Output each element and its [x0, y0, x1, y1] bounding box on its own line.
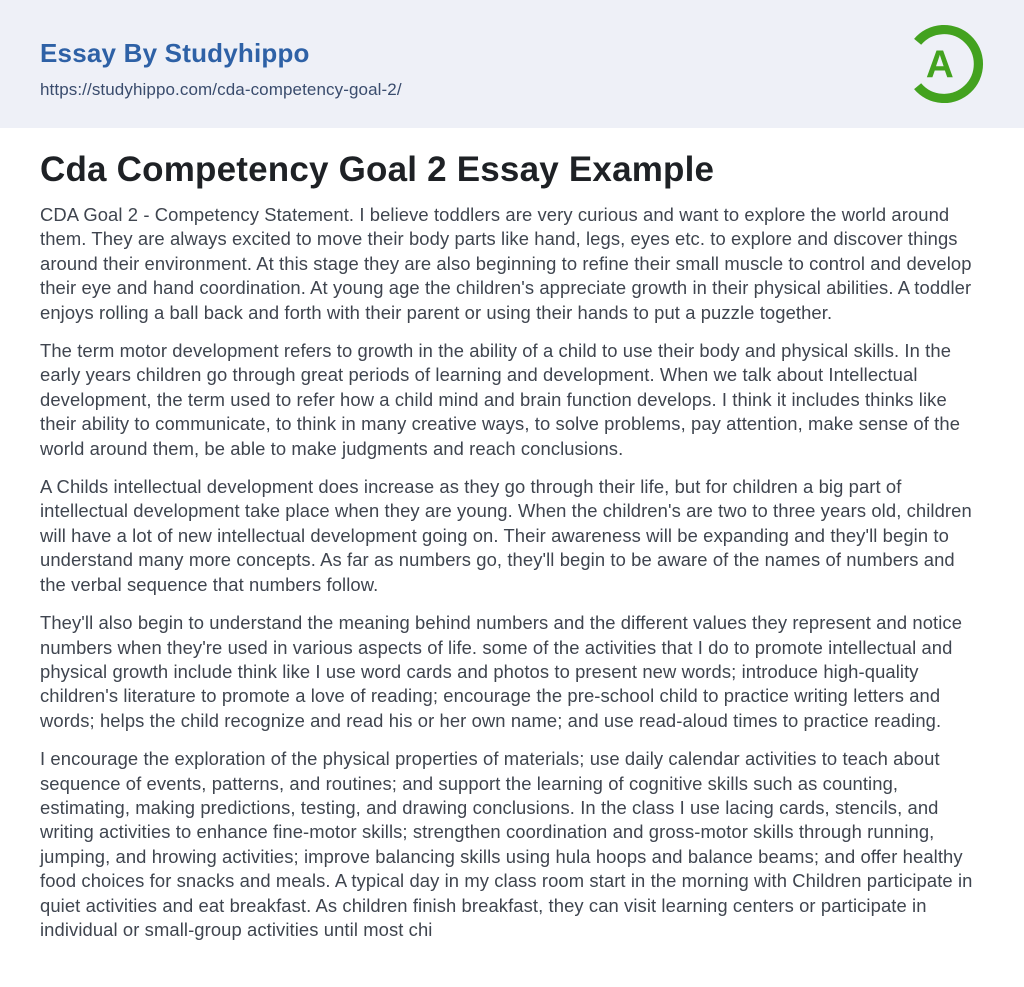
- essay-paragraph-5: I encourage the exploration of the physical properties of materials; use daily calendar activities to teach about sequence of events, patterns, and routines; and support the learning of cognitive skills such as counting, estimating, making predictions, testing, and drawing conclusions. In the class I use lacing cards, stencils, and writing activities to enhance fine-motor skills; strengthen coordination and gross-motor skills through running, jumping, and hrowing activities; improve balancing skills using hula hoops and balance beams; and offer healthy food choices for snacks and meals. A typical day in my class room start in the morning with Children participate in quiet activities and eat breakfast. As children finish breakfast, they can visit learning centers or participate in individual or small-group activities until most chi: [40, 748, 973, 940]
- logo-letter: A: [925, 43, 954, 87]
- site-title: Essay By Studyhippo: [40, 38, 310, 68]
- essay-paragraph-1: CDA Goal 2 - Competency Statement. I believe toddlers are very curious and want to explore the world around them. They are always excited to move their body parts like hand, legs, eyes etc. to explore and discover things around their environment. At this stage they are also beginning to refine their small muscle to control and develop their eye and hand coordination. At young age the children's appreciate growth in their physical abilities. A toddler enjoys rolling a ball back and forth with their parent or using their hands to put a puzzle together.: [40, 204, 972, 323]
- logo-arc-icon: [902, 22, 986, 106]
- essay-paragraph-4: They'll also begin to understand the meaning behind numbers and the different values they represent and notice numbers when they're used in various aspects of life. some of the activities that I do to promote intellectual and physical growth include think like I use word cards and photos to present new words; introduce high-quality children's literature to promote a love of reading; encourage the pre-school child to practice writing letters and words; helps the child recognize and read his or her own name; and use read-aloud times to practice reading.: [40, 612, 963, 731]
- header-text-block: [40, 28, 402, 100]
- essay-paragraph-2: The term motor development refers to growth in the ability of a child to use their body and physical skills. In the early years children go through great periods of learning and development. When we talk about Intellectual development, the term used to refer how a child mind and brain function develops. I think it includes thinks like their ability to communicate, to think in many creative ways, to solve problems, pay attention, make sense of the world around them, be able to make judgments and reach conclusions.: [40, 340, 961, 459]
- page-url-link[interactable]: https://studyhippo.com/cda-competency-goal-2/: [40, 80, 402, 99]
- studyhippo-logo: [902, 22, 986, 106]
- essay-content: [0, 128, 1024, 942]
- essay-title: Cda Competency Goal 2 Essay Example: [40, 150, 715, 189]
- page-header: [0, 0, 1024, 128]
- essay-paragraph-3: A Childs intellectual development does increase as they go through their life, but for children a big part of intellectual development take place when they are young. When the children's are two to three years old, children will have a lot of new intellectual development going on. Their awareness will be expanding and they'll begin to understand many more concepts. As far as numbers go, they'll begin to be aware of the names of numbers and the verbal sequence that numbers follow.: [40, 476, 972, 595]
